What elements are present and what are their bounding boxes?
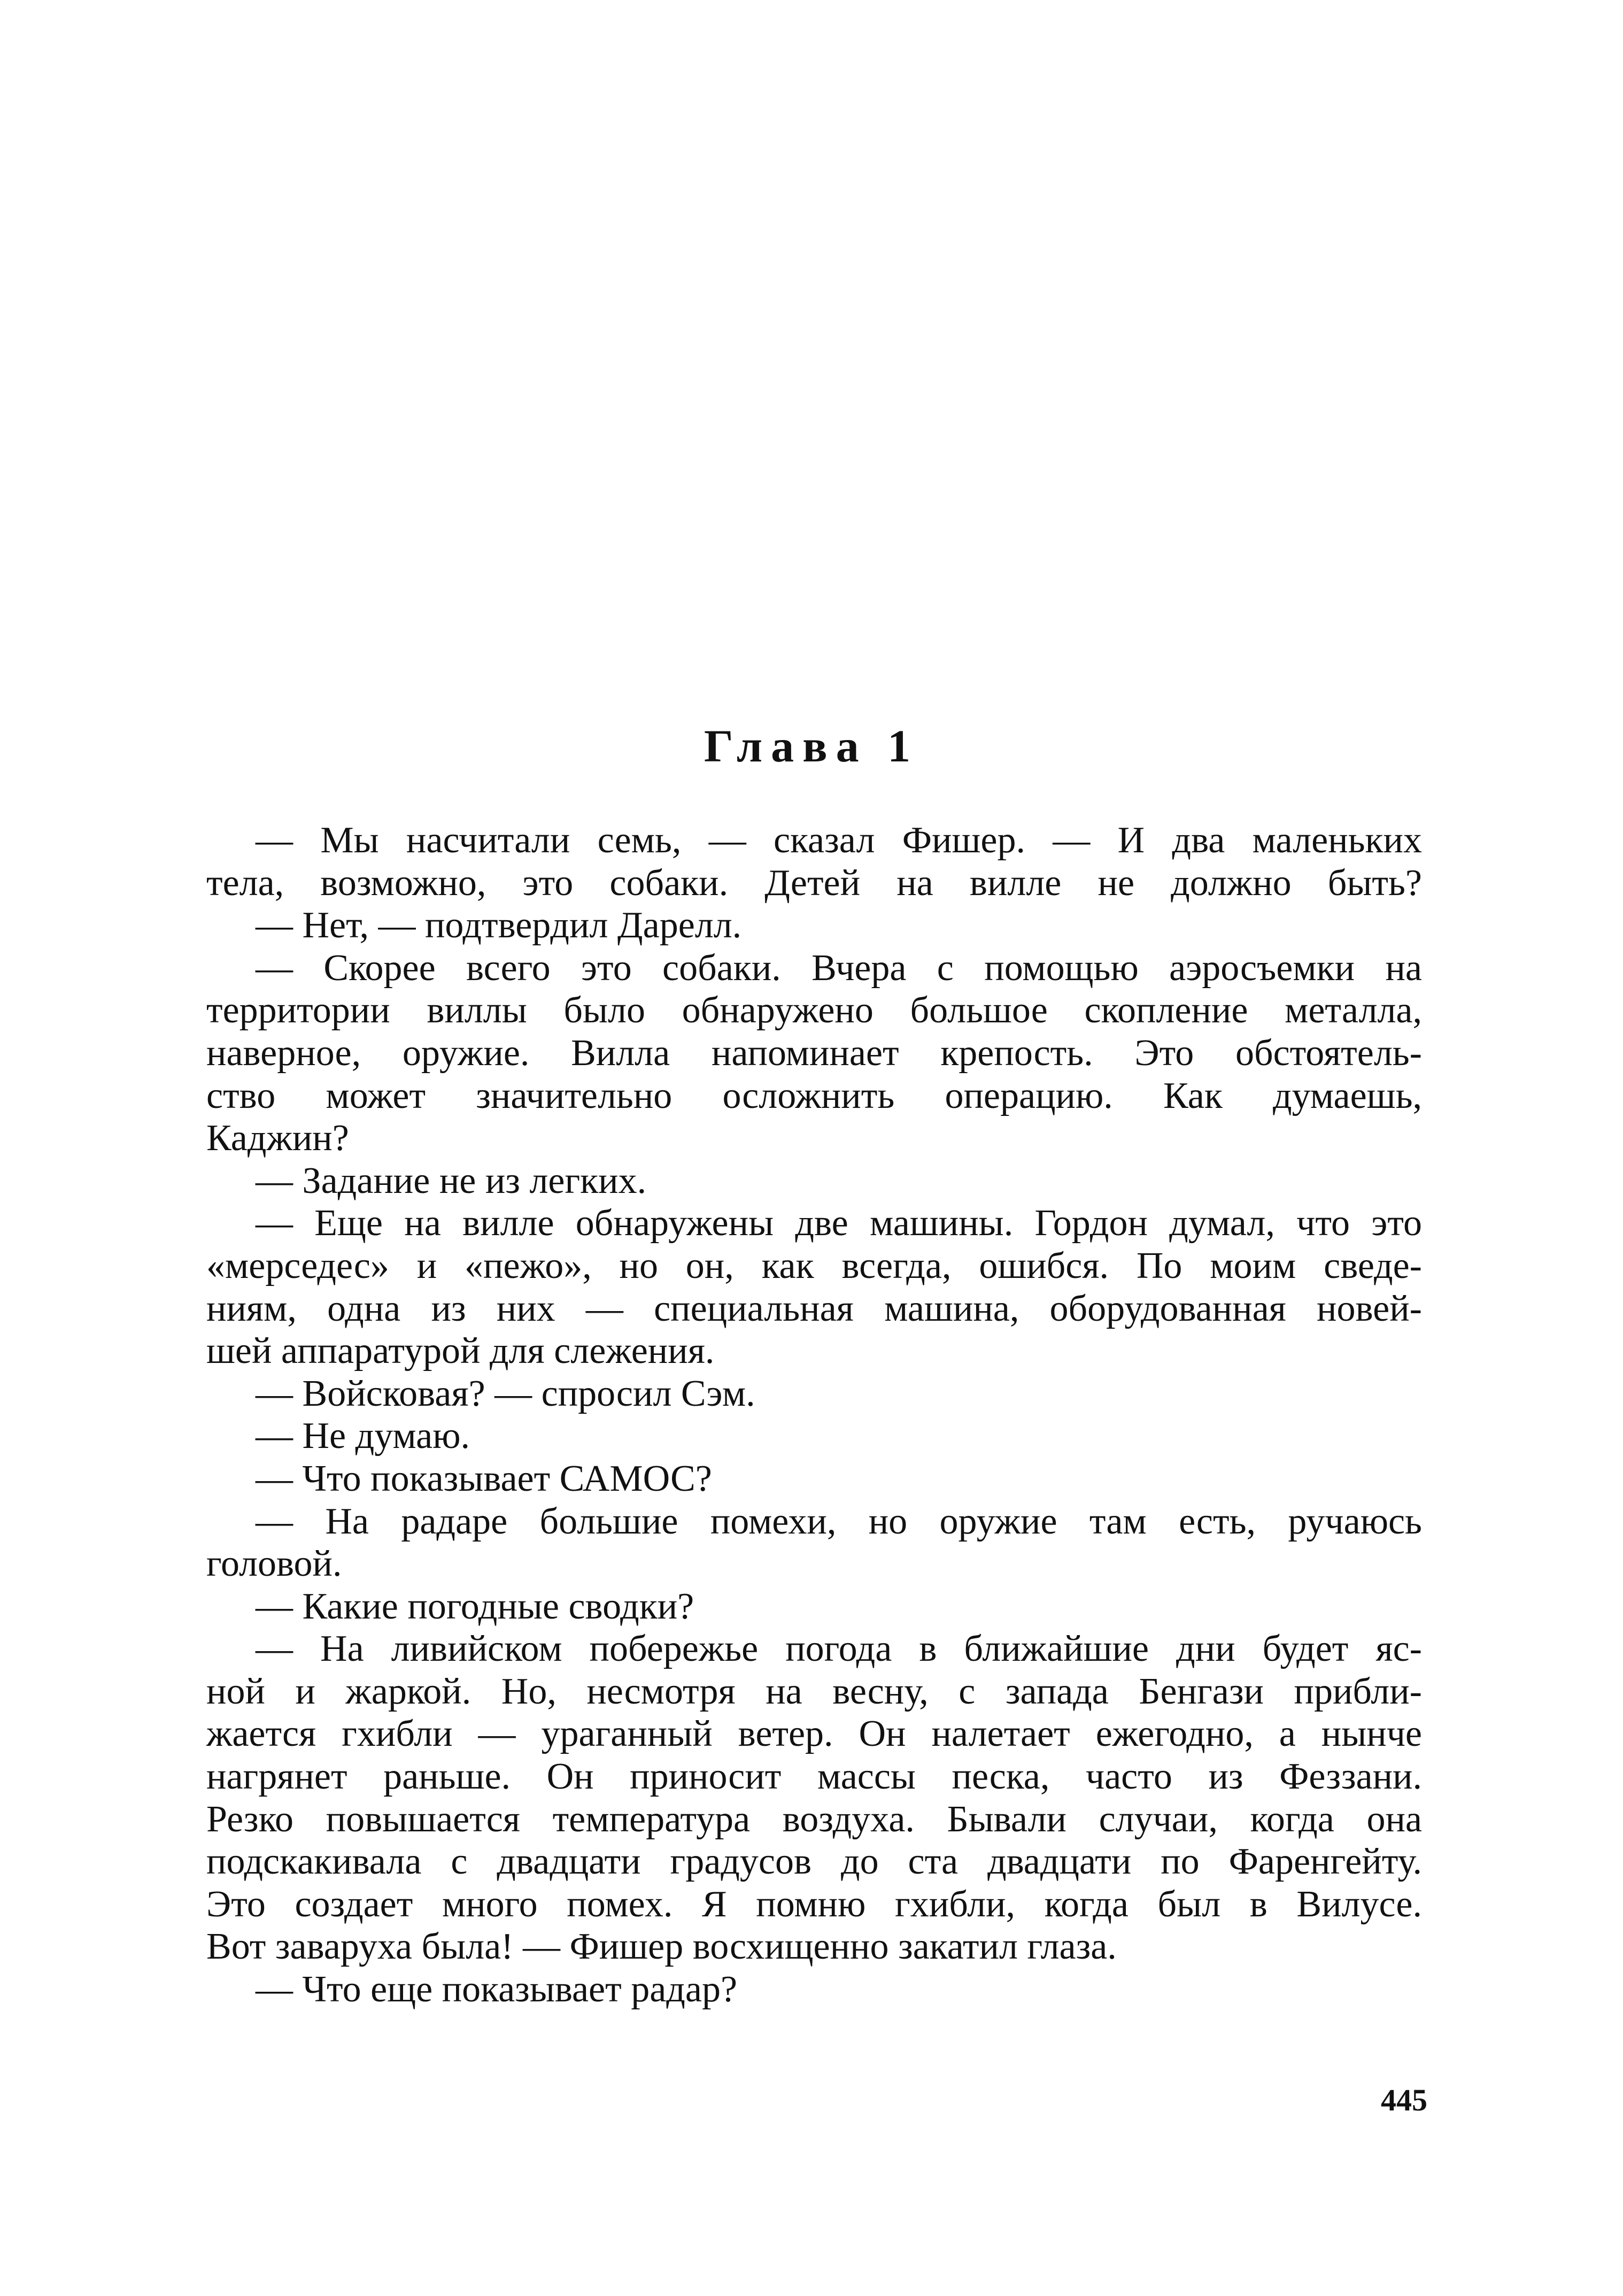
text-line: — Не думаю. [256,1415,470,1457]
text-line: Каджин? [206,1118,349,1159]
text-line: — Скорее всего это собаки. Вчера с помощью аэросъемки на [256,947,1422,989]
text-line: шей аппаратурой для слежения. [206,1330,715,1372]
text-line: — Войсковая? — спросил Сэм. [256,1373,755,1414]
text-line: — На ливийском побережье погода в ближайшие дни будет яс- [256,1628,1422,1670]
text-line: наверное, оружие. Вилла напоминает крепость. Это обстоятель- [206,1032,1422,1074]
text-line: Это создает много помех. Я помню гхибли, когда был в Вилусе. [206,1883,1422,1925]
text-line: «мерседес» и «пежо», но он, как всегда, ошибся. По моим сведе- [206,1245,1422,1286]
text-line: головой. [206,1543,342,1585]
body-text [206,819,1422,2011]
chapter-title: Глава 1 [704,720,919,772]
text-line: — Мы насчитали семь, — сказал Фишер. — И два маленьких [256,820,1422,861]
text-line: — Что еще показывает радар? [256,1969,738,2010]
text-line: подскакивала с двадцати градусов до ста двадцати по Фаренгейту. [206,1841,1422,1883]
text-line: — Еще на вилле обнаружены две машины. Гордон думал, что это [256,1203,1422,1244]
text-line: нагрянет раньше. Он приносит массы песка, часто из Феззани. [206,1756,1422,1798]
text-line: — Какие погодные сводки? [256,1585,694,1627]
text-line: тела, возможно, это собаки. Детей на вилле не должно быть? [206,862,1422,904]
text-line: территории виллы было обнаружено большое скопление металла, [206,990,1422,1031]
text-line: — На радаре большие помехи, но оружие там есть, ручаюсь [256,1500,1422,1542]
page-number: 445 [1381,2083,1427,2117]
text-line: Вот заваруха была! — Фишер восхищенно закатил глаза. [206,1926,1117,1968]
text-line: — Нет, — подтвердил Дарелл. [256,905,742,946]
text-line: ство может значительно осложнить операцию. Как думаешь, [206,1075,1422,1116]
text-line: — Что показывает САМОС? [256,1458,712,1499]
text-line: ной и жаркой. Но, несмотря на весну, с запада Бенгази прибли- [206,1670,1422,1712]
text-line: — Задание не из легких. [256,1160,647,1201]
text-line: жается гхибли — ураганный ветер. Он налетает ежегодно, а нынче [206,1713,1422,1755]
text-line: ниям, одна из них — специальная машина, оборудованная новей- [206,1288,1422,1329]
text-line: Резко повышается температура воздуха. Бывали случаи, когда она [206,1798,1422,1840]
